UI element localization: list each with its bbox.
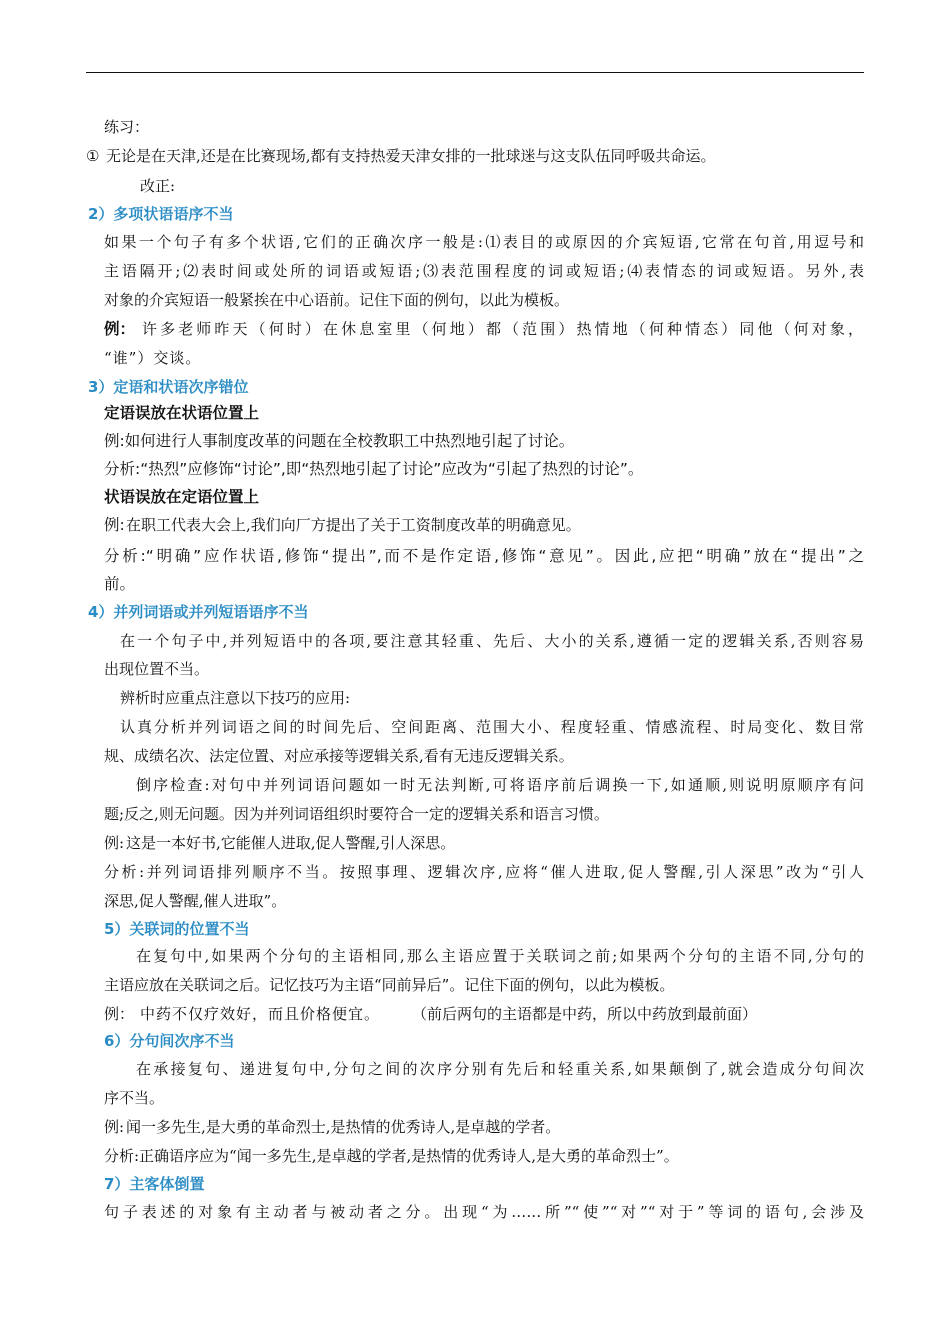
section-6-para-2: 序不当。	[104, 1089, 165, 1107]
section-4-para-6: 倒序检查:对句中并列词语问题如一时无法判断,可将语序前后调换一下,如通顺,则说明原顺序有问	[136, 776, 864, 794]
section-4-example-label: 例:	[104, 834, 125, 852]
section-3-example-2: 在职工代表大会上,我们向厂方提出了关于工资制度改革的明确意见。	[126, 516, 581, 534]
section-2-heading: 2）多项状语语序不当	[88, 205, 234, 223]
section-3-subheading-1: 定语误放在状语位置上	[104, 404, 260, 422]
section-6-example: 闻一多先生,是大勇的革命烈士,是热情的优秀诗人,是卓越的学者。	[126, 1118, 561, 1136]
section-7-para-1: 句子表述的对象有主动者与被动者之分。出现“为……所”“使”“对”“对于”等词的语句,会涉及	[104, 1203, 864, 1221]
section-2-example-2: “谁”）交谈。	[104, 349, 202, 367]
section-6-example-label: 例:	[104, 1118, 125, 1136]
section-5-para-1: 在复句中,如果两个分句的主语相同,那么主语应置于关联词之前;如果两个分句的主语不同,分句的	[136, 947, 864, 965]
practice-correction: 改正:	[140, 177, 176, 195]
practice-item-marker: ①	[86, 147, 100, 165]
section-7-heading: 7）主客体倒置	[104, 1175, 205, 1193]
section-2-para-2: 主语隔开;⑵表时间或处所的词语或短语;⑶表范围程度的词或短语;⑷表情态的词或短语。另外,表	[104, 262, 864, 280]
section-5-example: 中药不仅疗效好，而且价格便宜。	[140, 1005, 381, 1023]
section-5-para-2: 主语应放在关联词之后。记忆技巧为主语“同前异后”。记住下面的例句，以此为模板。	[104, 976, 675, 994]
section-4-para-1: 在一个句子中,并列短语中的各项,要注意其轻重、先后、大小的关系,遵循一定的逻辑关系,否则容易	[120, 632, 864, 650]
practice-item-text: 无论是在天津,还是在比赛现场,都有支持热爱天津女排的一批球迷与这支队伍同呼吸共命运。	[106, 147, 716, 165]
section-3-heading: 3）定语和状语次序错位	[88, 378, 249, 396]
section-4-example: 这是一本好书,它能催人进取,促人警醒,引人深思。	[126, 834, 456, 852]
header-rule	[86, 72, 864, 73]
section-6-heading: 6）分句间次序不当	[104, 1032, 235, 1050]
section-4-para-7: 题;反之,则无问题。因为并列词语组织时要符合一定的逻辑关系和语言习惯。	[104, 805, 609, 823]
section-4-heading: 4）并列词语或并列短语语序不当	[88, 603, 309, 621]
section-6-para-1: 在承接复句、递进复句中,分句之间的次序分别有先后和轻重关系,如果颠倒了,就会造成分句间次	[136, 1060, 864, 1078]
section-4-para-3: 辨析时应重点注意以下技巧的应用:	[120, 689, 351, 707]
section-4-analysis-2: 深思,促人警醒,催人进取”。	[104, 892, 287, 910]
section-4-para-2: 出现位置不当。	[104, 660, 210, 678]
section-3-example-1: 例:如何进行人事制度改革的问题在全校教职工中热烈地引起了讨论。	[104, 432, 575, 450]
section-3-analysis-2a: 分析:“明确”应作状语,修饰“提出”,而不是作定语,修饰“意见”。因此,应把“明确”放在“提出”之	[104, 547, 864, 565]
practice-label: 练习：	[104, 118, 150, 136]
section-2-example-label: 例：	[104, 320, 136, 338]
section-6-analysis: 分析:正确语序应为“闻一多先生,是卓越的学者,是热情的优秀诗人,是大勇的革命烈士”。	[104, 1147, 679, 1165]
section-3-analysis-1: 分析:“热烈”应修饰“讨论”,即“热烈地引起了讨论”应改为“引起了热烈的讨论”。	[104, 460, 644, 478]
section-2-para-3: 对象的介宾短语一般紧挨在中心语前。记住下面的例句，以此为模板。	[104, 291, 570, 309]
section-5-heading: 5）关联词的位置不当	[104, 920, 250, 938]
section-5-example-label: 例：	[104, 1005, 135, 1023]
section-4-para-4: 认真分析并列词语之间的时间先后、空间距离、范围大小、程度轻重、情感流程、时局变化、数目常	[120, 718, 864, 736]
section-5-note: （前后两句的主语都是中药，所以中药放到最前面）	[412, 1005, 758, 1023]
section-4-analysis-1: 分析:并列词语排列顺序不当。按照事理、逻辑次序,应将“催人进取,促人警醒,引人深思”改为“引人	[104, 863, 864, 881]
section-3-subheading-2: 状语误放在定语位置上	[104, 488, 260, 506]
section-2-para-1: 如果一个句子有多个状语,它们的正确次序一般是:⑴表目的或原因的介宾短语,它常在句首,用逗号和	[104, 233, 864, 251]
section-3-analysis-2b: 前。	[104, 575, 136, 593]
section-4-para-5: 规、成绩名次、法定位置、对应承接等逻辑关系,看有无违反逻辑关系。	[104, 747, 574, 765]
section-3-example-2-label: 例:	[104, 516, 125, 534]
section-2-example-1: 许多老师昨天（何时）在休息室里（何地）都（范围）热情地（何种情态）同他（何对象，	[142, 320, 864, 338]
